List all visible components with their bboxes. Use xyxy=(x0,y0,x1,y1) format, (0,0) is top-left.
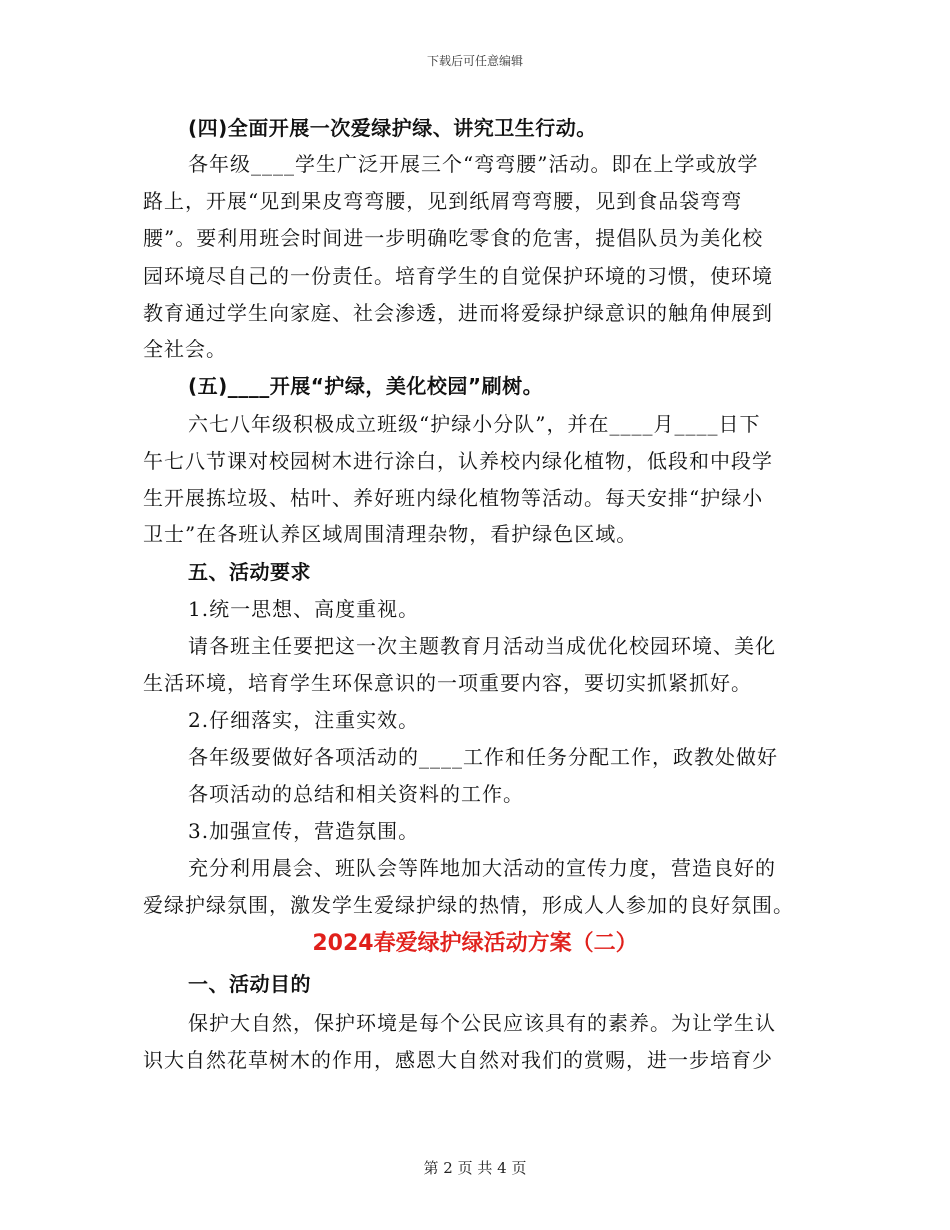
document-title: 2024春爱绿护绿活动方案（二） xyxy=(312,931,638,956)
page-header: 下载后可任意编辑 xyxy=(426,54,523,68)
paragraph-line: 各年级要做好各项活动的____工作和任务分配工作，政教处做好 xyxy=(188,745,778,769)
section-heading-5: (五)____开展“护绿，美化校园”刷树。 xyxy=(188,374,544,398)
section-heading-4: (四)全面开展一次爱绿护绿、讲究卫生行动。 xyxy=(188,116,597,140)
paragraph-line: 识大自然花草树木的作用，感恩大自然对我们的赏赐，进一步培育少 xyxy=(143,1048,773,1072)
requirement-item-heading: 1.统一思想、高度重视。 xyxy=(188,597,420,621)
paragraph-line: 请各班主任要把这一次主题教育月活动当成优化校园环境、美化 xyxy=(188,634,776,658)
paragraph-line: 园环境尽自己的一份责任。培育学生的自觉保护环境的习惯，使环境 xyxy=(143,264,773,288)
requirement-item-heading: 3.加强宣传，营造氛围。 xyxy=(188,819,420,843)
paragraph-line: 生活环境，培育学生环保意识的一项重要内容，要切实抓紧抓好。 xyxy=(143,671,752,695)
requirements-heading: 五、活动要求 xyxy=(188,560,311,584)
paragraph-line: 充分利用晨会、班队会等阵地加大活动的宣传力度，营造良好的 xyxy=(188,856,776,880)
section-heading-purpose: 一、活动目的 xyxy=(188,972,311,996)
paragraph-line: 午七八节课对校园树木进行涂白，认养校内绿化植物，低段和中段学 xyxy=(143,449,773,473)
paragraph-line: 六七八年级积极成立班级“护绿小分队”，并在____月____日下 xyxy=(188,412,761,436)
requirement-item-heading: 2.仔细落实，注重实效。 xyxy=(188,708,420,732)
paragraph-line: 教育通过学生向家庭、社会渗透，进而将爱绿护绿意识的触角伸展到 xyxy=(143,301,773,325)
paragraph-line: 生开展拣垃圾、枯叶、养好班内绿化植物等活动。每天安排“护绿小 xyxy=(143,486,764,510)
paragraph-line: 保护大自然，保护环境是每个公民应该具有的素养。为让学生认 xyxy=(188,1011,776,1035)
paragraph-line: 爱绿护绿氛围，激发学生爱绿护绿的热情，形成人人参加的良好氛围。 xyxy=(143,893,794,917)
paragraph-line: 腰”。要利用班会时间进一步明确吃零食的危害，提倡队员为美化校 xyxy=(143,226,764,250)
paragraph-line: 各项活动的总结和相关资料的工作。 xyxy=(188,782,524,806)
paragraph-line: 卫士”在各班认养区域周围清理杂物，看护绿色区域。 xyxy=(143,522,638,546)
paragraph-line: 全社会。 xyxy=(143,337,227,361)
paragraph-line: 各年级____学生广泛开展三个“弯弯腰”活动。即在上学或放学 xyxy=(188,152,759,176)
page-footer: 第 2 页 共 4 页 xyxy=(423,1159,527,1177)
paragraph-line: 路上，开展“见到果皮弯弯腰，见到纸屑弯弯腰，见到食品袋弯弯 xyxy=(143,189,743,213)
